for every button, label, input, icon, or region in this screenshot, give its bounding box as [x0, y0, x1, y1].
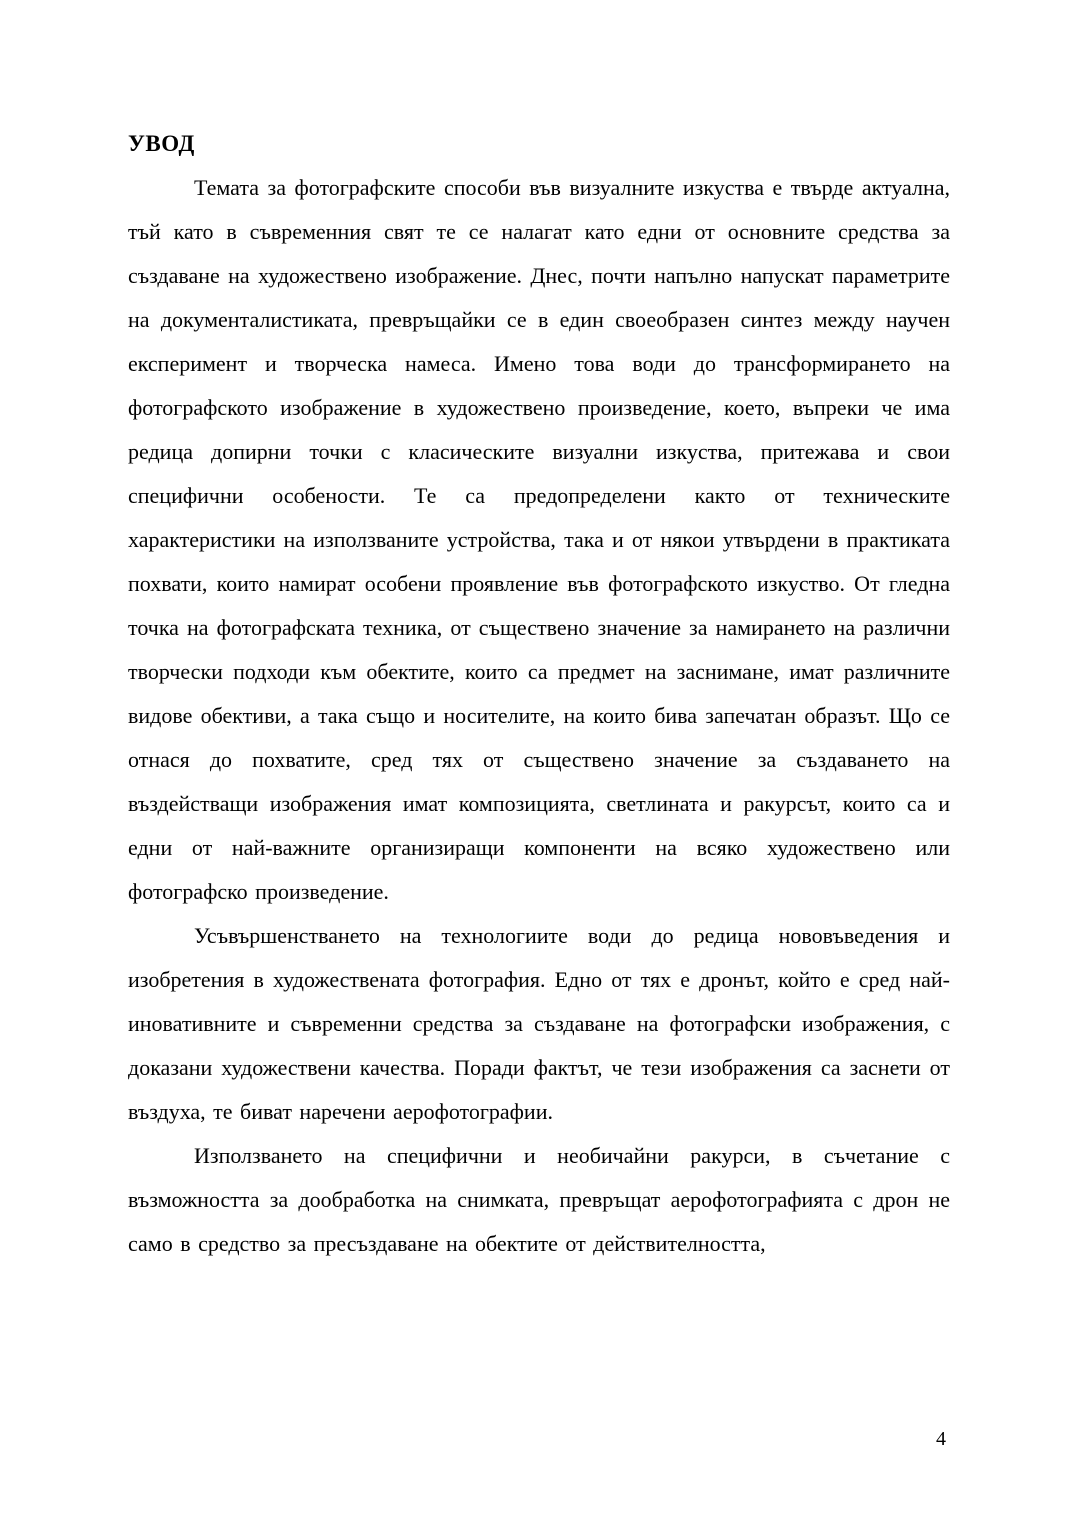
page-number: 4 [936, 1428, 946, 1450]
paragraph: Темата за фотографските способи във визуалните изкуства е твърде актуална, тъй като в съвременния свят те се налагат като едни от основните средства за създаване на художествено изображение. Днес, почти напълно напускат параметрите на документалистиката, превръщайки се в един своеобразен синтез между научен експеримент и творческа намеса. Имено това води до трансформирането на фотографското изображение в художествено произведение, което, въпреки че има редица допирни точки с класическите визуални изкуства, притежава и свои специфични особености. Те са предопределени както от техническите характеристики на използваните устройства, така и от някои утвърдени в практиката похвати, които намират особени проявление във фотографското изкуство. От гледна точка на фотографската техника, от съществено значение за намирането на различни творчески подходи към обектите, които са предмет на заснимане, имат различните видове обективи, а така също и носителите, на които бива запечатан образът. Що се отнася до похватите, сред тях от съществено значение за създаването на въздействащи изображения имат композицията, светлината и ракурсът, които са и едни от най-важните организиращи компоненти на всяко художествено или фотографско произведение. [128, 175, 950, 904]
section-heading: УВОД [128, 131, 195, 156]
paragraph: Използването на специфични и необичайни ракурси, в съчетание с възможността за дообработка на снимката, превръщат аерофотографията с дрон не само в средство за пресъздаване на обектите от действителността, [128, 1143, 950, 1256]
paragraph: Усъвършенстването на технологиите води до редица нововъведения и изобретения в художествената фотография. Едно от тях е дронът, който е сред най-иновативните и съвременни средства за създаване на фотографски изображения, с доказани художествени качества. Поради фактът, че тези изображения са заснети от въздуха, те биват наречени аерофотографии. [128, 923, 950, 1124]
